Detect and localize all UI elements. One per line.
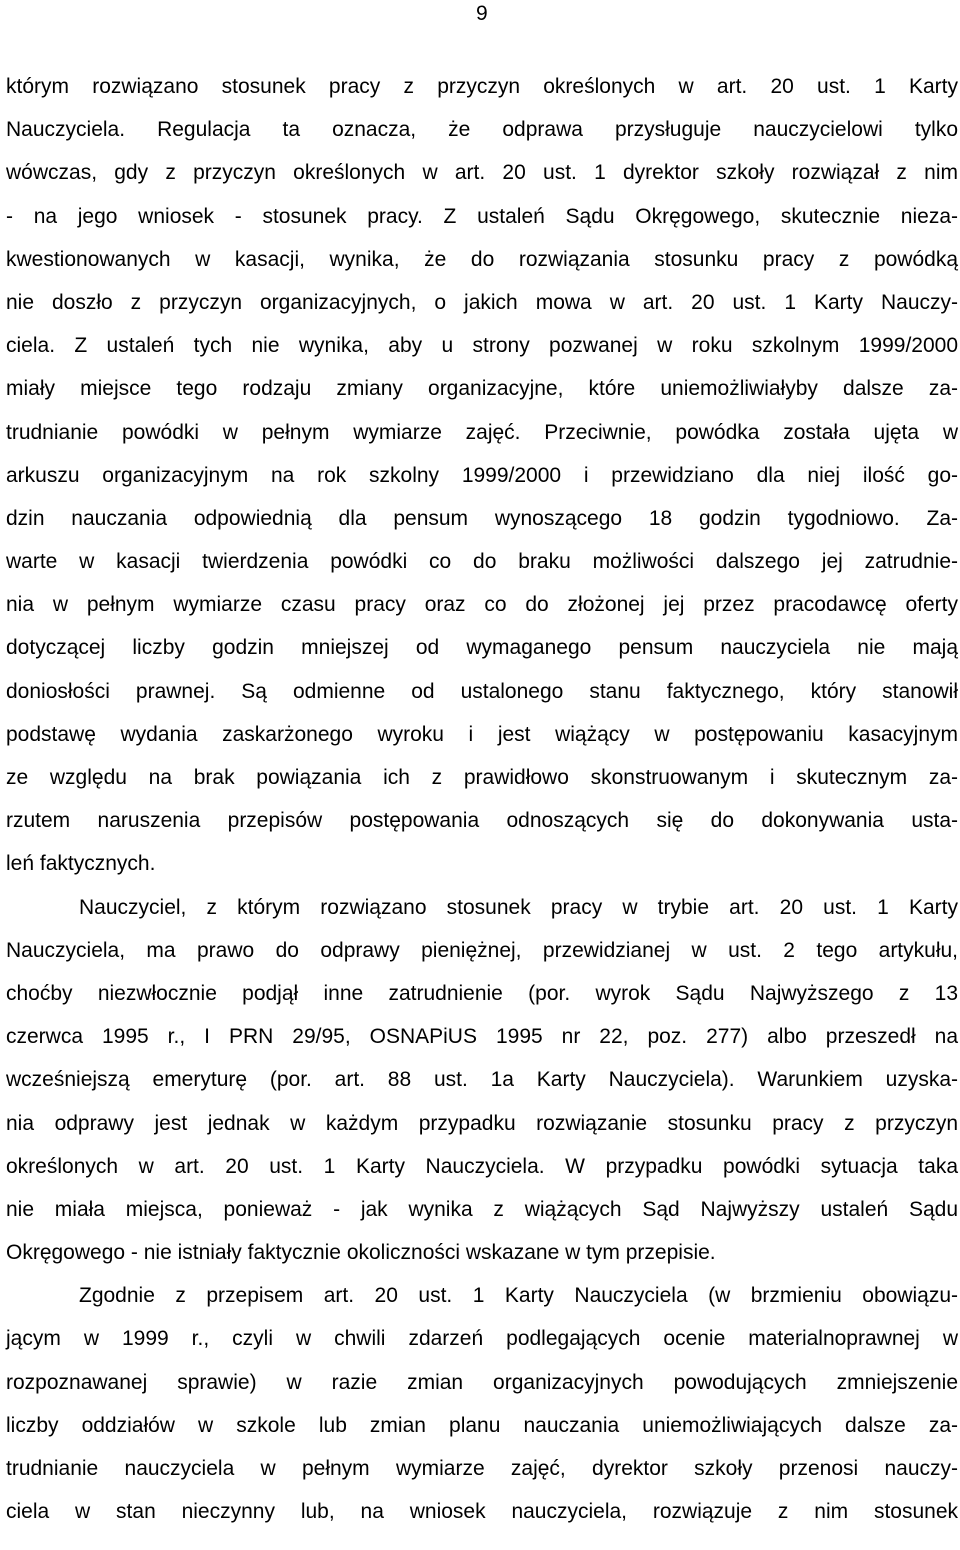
text-line: czerwca 1995 r., I PRN 29/95, OSNAPiUS 1995 nr 22, poz. 277) albo przeszedł na — [6, 1025, 958, 1049]
text-line: którym rozwiązano stosunek pracy z przyczyn określonych w art. 20 ust. 1 Karty — [6, 75, 958, 98]
text-line: wówczas, gdy z przyczyn określonych w art. 20 ust. 1 dyrektor szkoły rozwiązał z nim — [6, 161, 958, 185]
text-line: nia w pełnym wymiarze czasu pracy oraz co do złożonej jej przez pracodawcę oferty — [6, 593, 958, 617]
text-line: podstawę wydania zaskarżonego wyroku i jest wiążący w postępowaniu kasacyjnym — [6, 722, 958, 746]
text-line: nia odprawy jest jednak w każdym przypadku rozwiązanie stosunku pracy z przyczyn — [6, 1111, 958, 1135]
text-line: doniosłości prawnej. Są odmienne od ustalonego stanu faktycznego, który stanowił — [6, 679, 958, 703]
text-line: Nauczyciel, z którym rozwiązano stosunek pracy w trybie art. 20 ust. 1 Karty — [79, 895, 958, 919]
text-line: Nauczyciela, ma prawo do odprawy pieniężnej, przewidzianej w ust. 2 tego artykułu, — [6, 938, 958, 962]
text-line: trudnianie powódki w pełnym wymiarze zajęć. Przeciwnie, powódka została ujęta w — [6, 420, 958, 444]
text-line: - na jego wniosek - stosunek pracy. Z ustaleń Sądu Okręgowego, skutecznie nieza- — [6, 204, 958, 228]
text-line: miały miejsce tego rodzaju zmiany organizacyjne, które uniemożliwiałyby dalsze za- — [6, 377, 958, 401]
text-line: jącym w 1999 r., czyli w chwili zdarzeń podlegających ocenie materialnoprawnej w — [6, 1327, 958, 1351]
text-line: Okręgowego - nie istniały faktycznie okoliczności wskazane w tym przepisie. — [6, 1241, 716, 1265]
text-line: arkuszu organizacyjnym na rok szkolny 1999/2000 i przewidziano dla niej ilość go- — [6, 463, 958, 487]
page-number: 9 — [476, 2, 488, 25]
text-line: rozpoznawanej sprawie) w razie zmian organizacyjnych powodujących zmniejszenie — [6, 1370, 958, 1394]
text-line: nie miała miejsca, ponieważ - jak wynika z wiążących Sąd Najwyższy ustaleń Sądu — [6, 1197, 958, 1221]
text-line: nie doszło z przyczyn organizacyjnych, o jakich mowa w art. 20 ust. 1 Karty Nauczy- — [6, 290, 958, 314]
text-line: liczby oddziałów w szkole lub zmian planu nauczania uniemożliwiających dalsze za- — [6, 1413, 958, 1437]
text-line: wcześniejszą emeryturę (por. art. 88 ust. 1a Karty Nauczyciela). Warunkiem uzyska- — [6, 1068, 958, 1092]
text-line: warte w kasacji twierdzenia powódki co do braku możliwości dalszego jej zatrudnie- — [6, 550, 958, 574]
text-line: określonych w art. 20 ust. 1 Karty Nauczyciela. W przypadku powódki sytuacja taka — [6, 1154, 958, 1178]
text-line: ciela w stan nieczynny lub, na wniosek nauczyciela, rozwiązuje z nim stosunek — [6, 1500, 958, 1524]
text-line: ciela. Z ustaleń tych nie wynika, aby u strony pozwanej w roku szkolnym 1999/2000 — [6, 334, 958, 358]
text-line: dzin nauczania odpowiednią dla pensum wynoszącego 18 godzin tygodniowo. Za- — [6, 506, 958, 530]
text-line: trudnianie nauczyciela w pełnym wymiarze zajęć, dyrektor szkoły przenosi nauczy- — [6, 1457, 958, 1480]
text-line: rzutem naruszenia przepisów postępowania odnoszących się do dokonywania usta- — [6, 809, 958, 833]
text-line: choćby niezwłocznie podjął inne zatrudnienie (por. wyrok Sądu Najwyższego z 13 — [6, 981, 958, 1005]
document-body — [6, 65, 958, 1533]
text-line: Nauczyciela. Regulacja ta oznacza, że odprawa przysługuje nauczycielowi tylko — [6, 118, 958, 142]
text-line: ze względu na brak powiązania ich z prawidłowo skonstruowanym i skutecznym za- — [6, 766, 958, 789]
text-line: leń faktycznych. — [6, 852, 156, 876]
text-line: kwestionowanych w kasacji, wynika, że do rozwiązania stosunku pracy z powódką — [6, 247, 958, 271]
text-line: Zgodnie z przepisem art. 20 ust. 1 Karty Nauczyciela (w brzmieniu obowiązu- — [79, 1284, 958, 1308]
text-line: dotyczącej liczby godzin mniejszej od wymaganego pensum nauczyciela nie mają — [6, 636, 958, 660]
